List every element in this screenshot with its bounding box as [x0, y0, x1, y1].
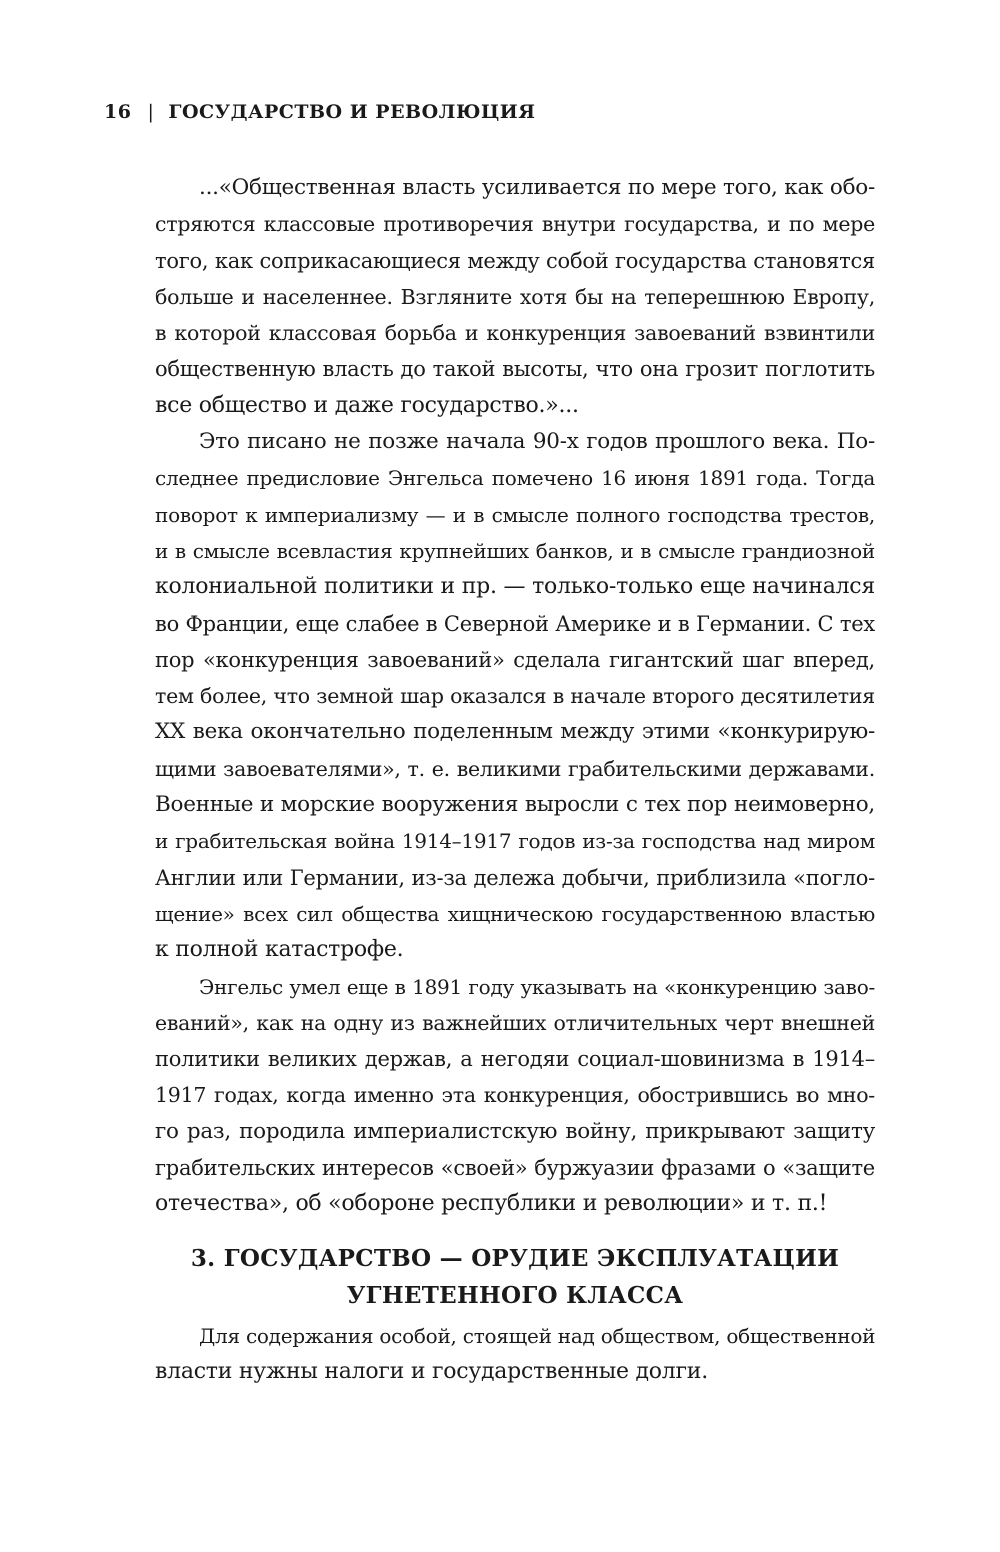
- paragraph-line: Энгельс умел еще в 1891 году указывать на «конкуренцию заво-: [199, 974, 875, 999]
- page-number: 16: [104, 101, 132, 123]
- paragraph-line: 1917 годах, когда именно эта конкуренция, обострившись во мно-: [155, 1083, 875, 1108]
- paragraph-line: еваний», как на одну из важнейших отличительных черт внешней: [155, 1010, 875, 1035]
- paragraph-line: политики великих держав, а негодяи социал-шовинизма в 1914–: [155, 1047, 875, 1072]
- paragraph-line: и в смысле всевластия крупнейших банков, и в смысле грандиозной: [155, 538, 875, 563]
- paragraph-line: грабительских интересов «своей» буржуазии фразами о «защите: [155, 1156, 875, 1181]
- paragraph-line: больше и населеннее. Взгляните хотя бы на теперешнюю Европу,: [155, 284, 875, 309]
- paragraph-line: все общество и даже государство.»...: [155, 392, 579, 418]
- paragraph-line: ...«Общественная власть усиливается по мере того, как обо-: [199, 175, 875, 200]
- paragraph-line: Это писано не позже начала 90-х годов прошлого века. По-: [199, 429, 875, 455]
- paragraph-line: во Франции, еще слабее в Северной Америке и в Германии. С тех: [155, 611, 875, 636]
- paragraph-line: общественную власть до такой высоты, что она грозит поглотить: [155, 357, 875, 382]
- paragraph-line: следнее предисловие Энгельса помечено 16 июня 1891 года. Тогда: [155, 466, 875, 491]
- paragraph-line: к полной катастрофе.: [155, 937, 404, 963]
- paragraph-line: Для содержания особой, стоящей над обществом, общественной: [199, 1324, 876, 1348]
- paragraph-line: стряются классовые противоречия внутри государства, и по мере: [155, 212, 875, 237]
- paragraph-line: того, как соприкасающиеся между собой государства становятся: [155, 248, 875, 273]
- paragraph-line: пор «конкуренция завоеваний» сделала гигантский шаг вперед,: [155, 647, 875, 672]
- section-heading-line: 3. ГОСУДАРСТВО — ОРУДИЕ ЭКСПЛУАТАЦИИ: [190, 1245, 840, 1272]
- section-heading: [155, 1240, 875, 1314]
- running-header: [104, 101, 535, 123]
- body-text-continued: [155, 1318, 875, 1391]
- paragraph-line: поворот к империализму — и в смысле полного господства трестов,: [155, 502, 875, 527]
- paragraph-line: щими завоевателями», т. е. великими грабительскими державами.: [155, 756, 875, 781]
- paragraph-line: щение» всех сил общества хищническою государственною властью: [155, 901, 875, 926]
- paragraph-line: и грабительская война 1914–1917 годов из-за господства над миром: [155, 829, 875, 854]
- paragraph-line: колониальной политики и пр. — только-только еще начинался: [155, 574, 875, 600]
- paragraph-line: Англии или Германии, из-за дележа добычи, приблизила «погло-: [155, 865, 875, 890]
- book-title: ГОСУДАРСТВО И РЕВОЛЮЦИЯ: [168, 101, 536, 123]
- paragraph-line: власти нужны налоги и государственные долги.: [155, 1359, 708, 1385]
- paragraph-line: тем более, что земной шар оказался в начале второго десятилетия: [155, 684, 875, 709]
- body-text: [155, 170, 875, 1223]
- paragraph-line: в которой классовая борьба и конкуренция завоеваний взвинтили: [155, 321, 875, 346]
- header-separator: |: [147, 101, 155, 123]
- section-heading-line: УГНЕТЕННОГО КЛАССА: [346, 1282, 684, 1309]
- paragraph-line: XX века окончательно поделенным между этими «конкурирую-: [155, 719, 875, 745]
- paragraph-line: отечества», об «обороне республики и революции» и т. п.!: [155, 1191, 828, 1217]
- paragraph-line: го раз, породила империалистскую войну, прикрывают защиту: [155, 1118, 875, 1144]
- paragraph-line: Военные и морские вооружения выросли с тех пор неимоверно,: [155, 792, 875, 818]
